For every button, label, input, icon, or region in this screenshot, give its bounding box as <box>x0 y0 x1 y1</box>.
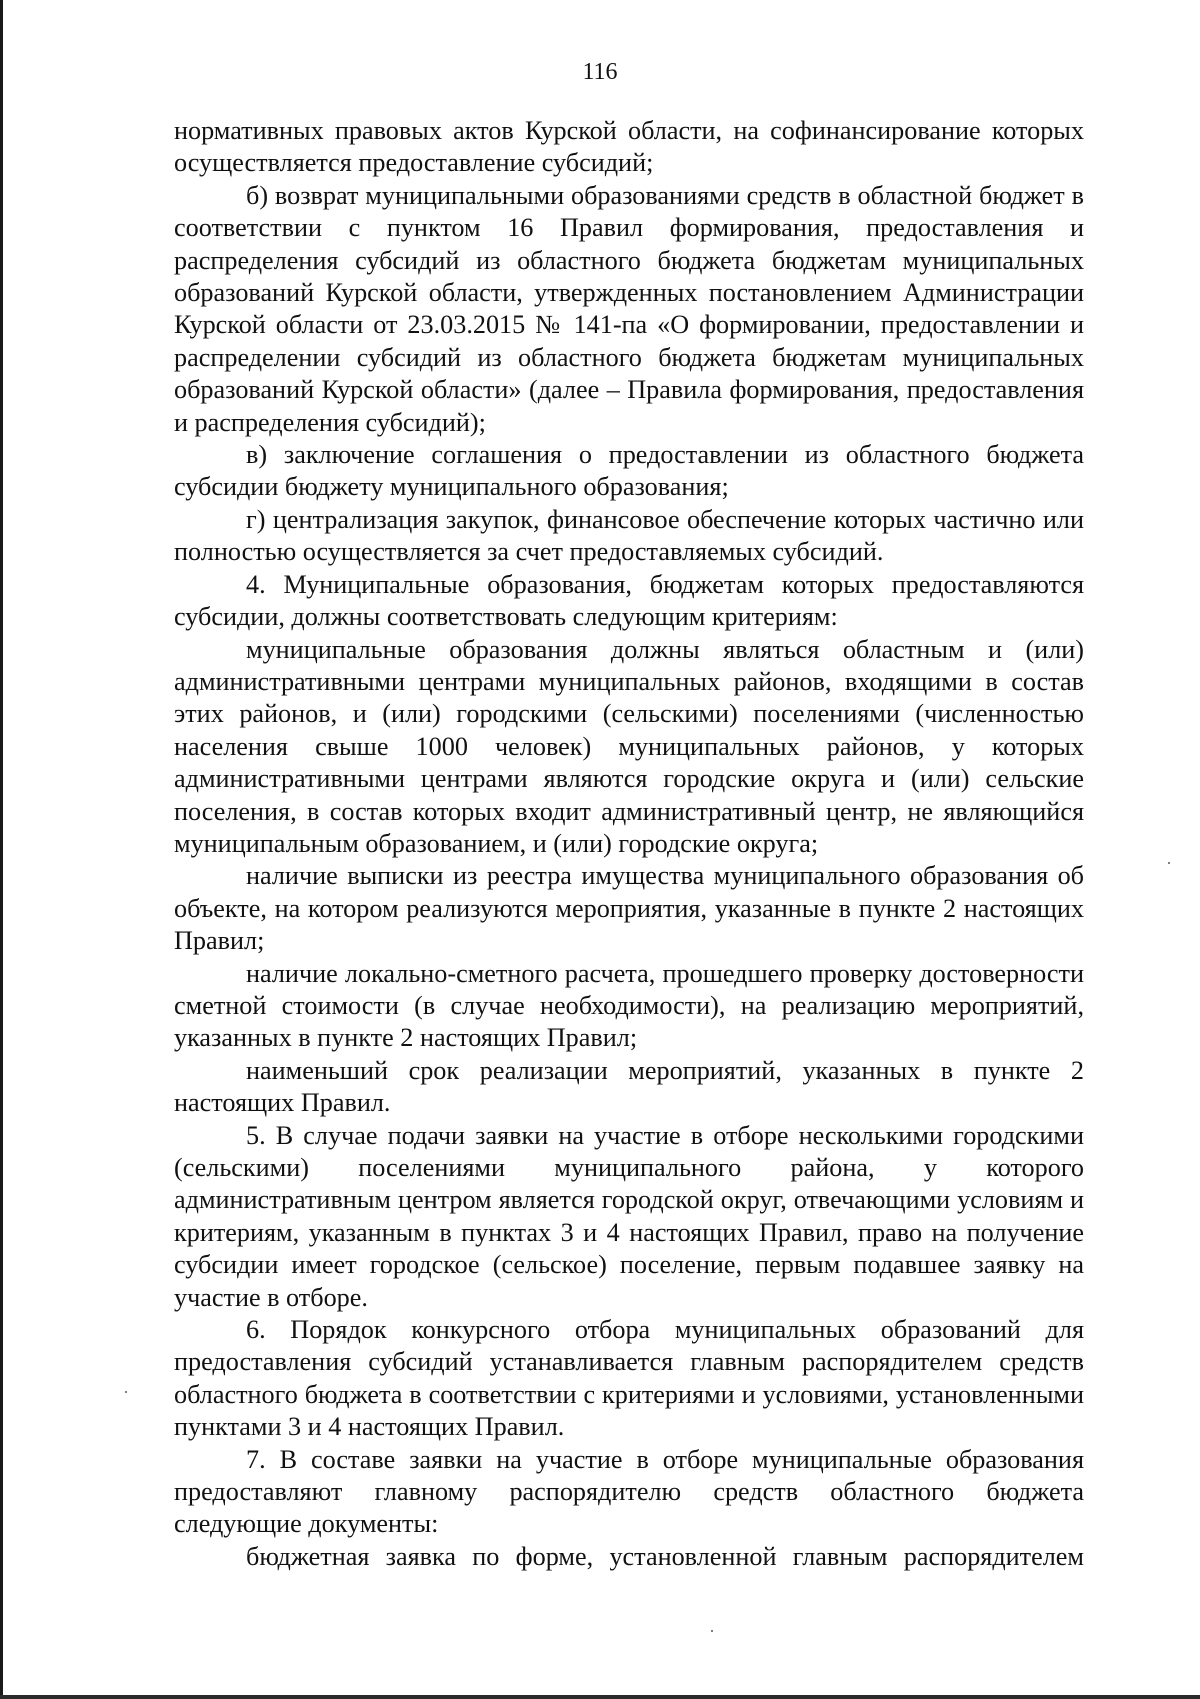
paragraph-criterion-4: наименьший срок реализации мероприятий, указанных в пункте 2 настоящих Правил. <box>174 1055 1084 1118</box>
page-number: 116 <box>582 59 618 85</box>
scan-speck <box>125 1391 127 1393</box>
paragraph-item-v: в) заключение соглашения о предоставлении из областного бюджета субсидии бюджету муниципального образования; <box>174 440 1084 502</box>
paragraph-section-4: 4. Муниципальные образования, бюджетам которых предоставляются субсидии, должны соответствовать следующим критериям: <box>174 569 1084 632</box>
scan-edge-bottom <box>0 1695 1200 1699</box>
paragraph-criterion-3: наличие локально-сметного расчета, прошедшего проверку достоверности сметной стоимости (в случае необходимости), на реализацию мероприятий, указанных в пункте 2 настоящих Правил; <box>174 958 1084 1053</box>
scan-speck <box>711 1630 713 1632</box>
scan-edge-left <box>0 0 3 1699</box>
paragraph-item-g: г) централизация закупок, финансовое обеспечение которых частично или полностью осуществляется за счет предоставляемых субсидий. <box>174 504 1084 567</box>
document-body <box>174 115 1084 1573</box>
paragraph-section-6: 6. Порядок конкурсного отбора муниципальных образований для предоставления субсидий устанавливается главным распорядителем средств областного бюджета в соответствии с критериями и условиями, установленными пунктами 3 и 4 настоящих Правил. <box>174 1315 1084 1442</box>
paragraph-section-5: 5. В случае подачи заявки на участие в отборе несколькими городскими (сельскими) поселениями муниципального района, у которого административным центром является городской округ, отвечающими условиям и критериям, указанным в пунктах 3 и 4 настоящих Правил, право на получение субсидии имеет городское (сельское) поселение, первым подавшее заявку на участие в отборе. <box>174 1120 1084 1312</box>
paragraph-section-7: 7. В составе заявки на участие в отборе муниципальные образования предоставляют главному распорядителю средств областного бюджета следующие документы: <box>174 1444 1084 1539</box>
paragraph-continuation: нормативных правовых актов Курской области, на софинансирование которых осуществляется предоставление субсидий; <box>174 116 1084 178</box>
paragraph-criterion-1: муниципальные образования должны являться областным и (или) административными центрами муниципальных районов, входящими в состав этих районов, и (или) городскими (сельскими) поселениями (численностью населения свыше 1000 человек) муниципальных районов, у которых административными центрами являются городские округа и (или) сельские поселения, в состав которых входит административный центр, не являющийся муниципальным образованием, и (или) городские округа; <box>174 634 1084 858</box>
paragraph-item-b: б) возврат муниципальными образованиями средств в областной бюджет в соответствии с пунктом 16 Правил формирования, предоставления и распределения субсидий из областного бюджета бюджетам муниципальных образований Курской области, утвержденных постановлением Администрации Курской области от 23.03.2015 № 141-па «О формировании, предоставлении и распределении субсидий из областного бюджета бюджетам муниципальных образований Курской области» (далее – Правила формирования, предоставления и распределения субсидий); <box>174 180 1084 437</box>
scan-speck <box>1168 862 1170 864</box>
paragraph-documents-item: бюджетная заявка по форме, установленной главным распорядителем <box>246 1541 1084 1571</box>
paragraph-criterion-2: наличие выписки из реестра имущества муниципального образования об объекте, на котором реализуются мероприятия, указанные в пункте 2 настоящих Правил; <box>174 861 1084 956</box>
